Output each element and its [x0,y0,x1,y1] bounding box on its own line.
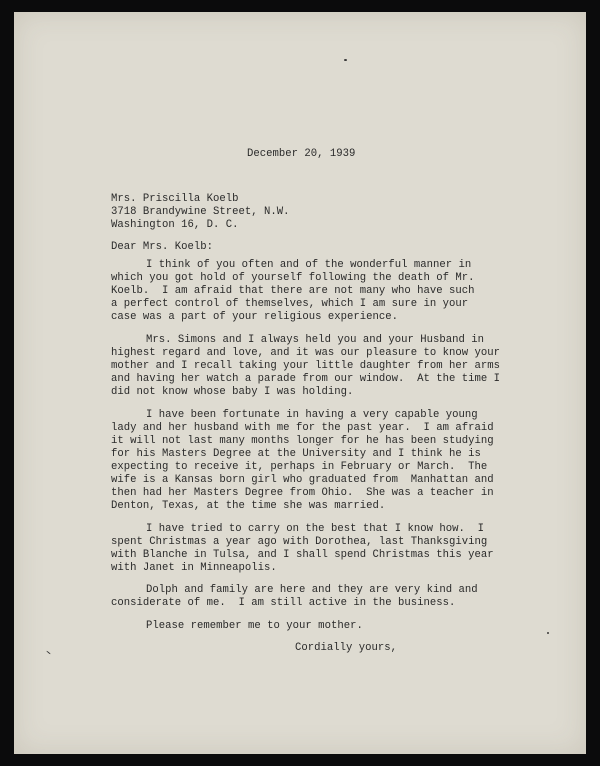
paragraph-1-line-3: Koelb. I am afraid that there are not many who have such [111,285,475,297]
paragraph-4-line-2: spent Christmas a year ago with Dorothea, last Thanksgiving [111,536,488,548]
paragraph-2-line-1: Mrs. Simons and I always held you and your Husband in [146,334,484,346]
paper-speck [46,651,50,655]
paragraph-3-line-7: then had her Masters Degree from Ohio. She was a teacher in [111,487,494,499]
paragraph-3-line-2: lady and her husband with me for the past year. I am afraid [111,422,494,434]
paragraph-1-line-1: I think of you often and of the wonderful manner in [146,259,472,271]
paragraph-3-line-3: it will not last many months longer for he has been studying [111,435,494,447]
paragraph-6-line-1: Please remember me to your mother. [146,620,363,632]
letter-date: December 20, 1939 [247,148,356,160]
paragraph-4-line-1: I have tried to carry on the best that I know how. I [146,523,484,535]
letter-body [14,12,586,754]
paragraph-3-line-8: Denton, Texas, at the time she was married. [111,500,386,512]
paragraph-3-line-1: I have been fortunate in having a very capable young [146,409,478,421]
paragraph-4-line-4: with Janet in Minneapolis. [111,562,277,574]
recipient-city: Washington 16, D. C. [111,219,239,231]
paper-speck [344,59,347,61]
salutation: Dear Mrs. Koelb: [111,241,214,253]
letter-page [14,12,586,754]
closing: Cordially yours, [295,642,398,654]
paragraph-1-line-4: a perfect control of themselves, which I am sure in your [111,298,469,310]
paragraph-2-line-3: mother and I recall taking your little daughter from her arms [111,360,501,372]
recipient-street: 3718 Brandywine Street, N.W. [111,206,290,218]
paragraph-2-line-4: and having her watch a parade from our window. At the time I [111,373,501,385]
paragraph-3-line-6: wife is a Kansas born girl who graduated from Manhattan and [111,474,494,486]
paragraph-3-line-5: expecting to receive it, perhaps in February or March. The [111,461,488,473]
paragraph-5-line-2: considerate of me. I am still active in the business. [111,597,456,609]
paper-speck [547,632,549,634]
paragraph-2-line-5: did not know whose baby I was holding. [111,386,354,398]
paragraph-5-line-1: Dolph and family are here and they are very kind and [146,584,478,596]
paragraph-1-line-2: which you got hold of yourself following the death of Mr. [111,272,475,284]
paragraph-2-line-2: highest regard and love, and it was our pleasure to know your [111,347,501,359]
paragraph-4-line-3: with Blanche in Tulsa, and I shall spend Christmas this year [111,549,494,561]
recipient-name: Mrs. Priscilla Koelb [111,193,239,205]
paragraph-3-line-4: for his Masters Degree at the University and I think he is [111,448,481,460]
paragraph-1-line-5: case was a part of your religious experience. [111,311,398,323]
